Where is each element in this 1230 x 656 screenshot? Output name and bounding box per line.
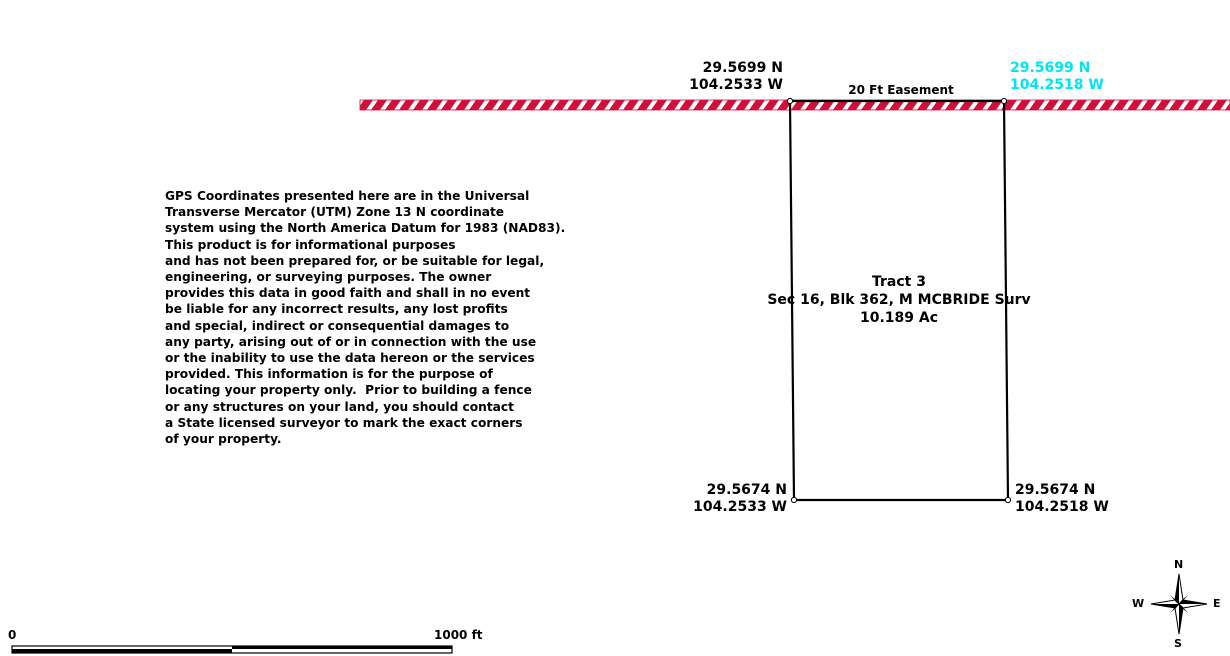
tract-label[interactable]: [760, 273, 1038, 327]
corner-label-nw: [689, 60, 783, 94]
corner-sw-lon: 104.2533 W: [693, 499, 787, 515]
corner-label-sw: [693, 482, 787, 516]
corner-nw-lon: 104.2533 W: [689, 77, 783, 93]
corner-vertex-icon: [1001, 98, 1006, 103]
compass-rose-icon: [1151, 574, 1207, 634]
tract-name: Tract 3: [872, 274, 926, 290]
corner-label-ne: [1010, 60, 1104, 94]
corner-vertex-icon: [1005, 497, 1010, 502]
disclaimer-text: GPS Coordinates presented here are in the Universal Transverse Mercator (UTM) Zone 13 N coordinate system using the North America Datum for 1983 (NAD83). This product is for informational purposes and has not been prepared for, or be suitable for legal, engineering, or surveying purposes. The owner provides this data in good faith and shall in no event be liable for any incorrect results, any lost profits and special, indirect or consequential damages to any party, arising out of or in connection with the use or the inability to use the data hereon or the services provided. This information is for the purpose of locating your property only. Prior to building a fence or any structures on your land, you should contact a State licensed surveyor to mark the exact corners of your property.: [165, 189, 566, 447]
corner-vertex-icon: [791, 497, 796, 502]
scale-bar: [12, 646, 452, 653]
tract-description: Sec 16, Blk 362, M MCBRIDE Surv: [767, 292, 1031, 308]
easement-label: 20 Ft Easement: [848, 83, 954, 97]
corner-sw-lat: 29.5674 N: [706, 482, 787, 498]
corner-se-lon: 104.2518 W: [1015, 499, 1109, 515]
compass-west-label: W: [1132, 597, 1145, 610]
corner-se-lat: 29.5674 N: [1015, 482, 1096, 498]
compass-south-label: S: [1174, 637, 1182, 650]
corner-ne-lat: 29.5699 N: [1010, 60, 1091, 76]
scale-end-label: 1000 ft: [434, 628, 483, 642]
corner-nw-lat: 29.5699 N: [702, 60, 783, 76]
compass-north-label: N: [1174, 558, 1184, 571]
corner-ne-lon: 104.2518 W: [1010, 77, 1104, 93]
corner-label-se: [1015, 482, 1109, 516]
tract-acreage: 10.189 Ac: [859, 310, 939, 326]
compass-east-label: E: [1213, 597, 1221, 610]
scale-start-label: 0: [8, 628, 17, 642]
corner-vertex-icon: [787, 98, 792, 103]
